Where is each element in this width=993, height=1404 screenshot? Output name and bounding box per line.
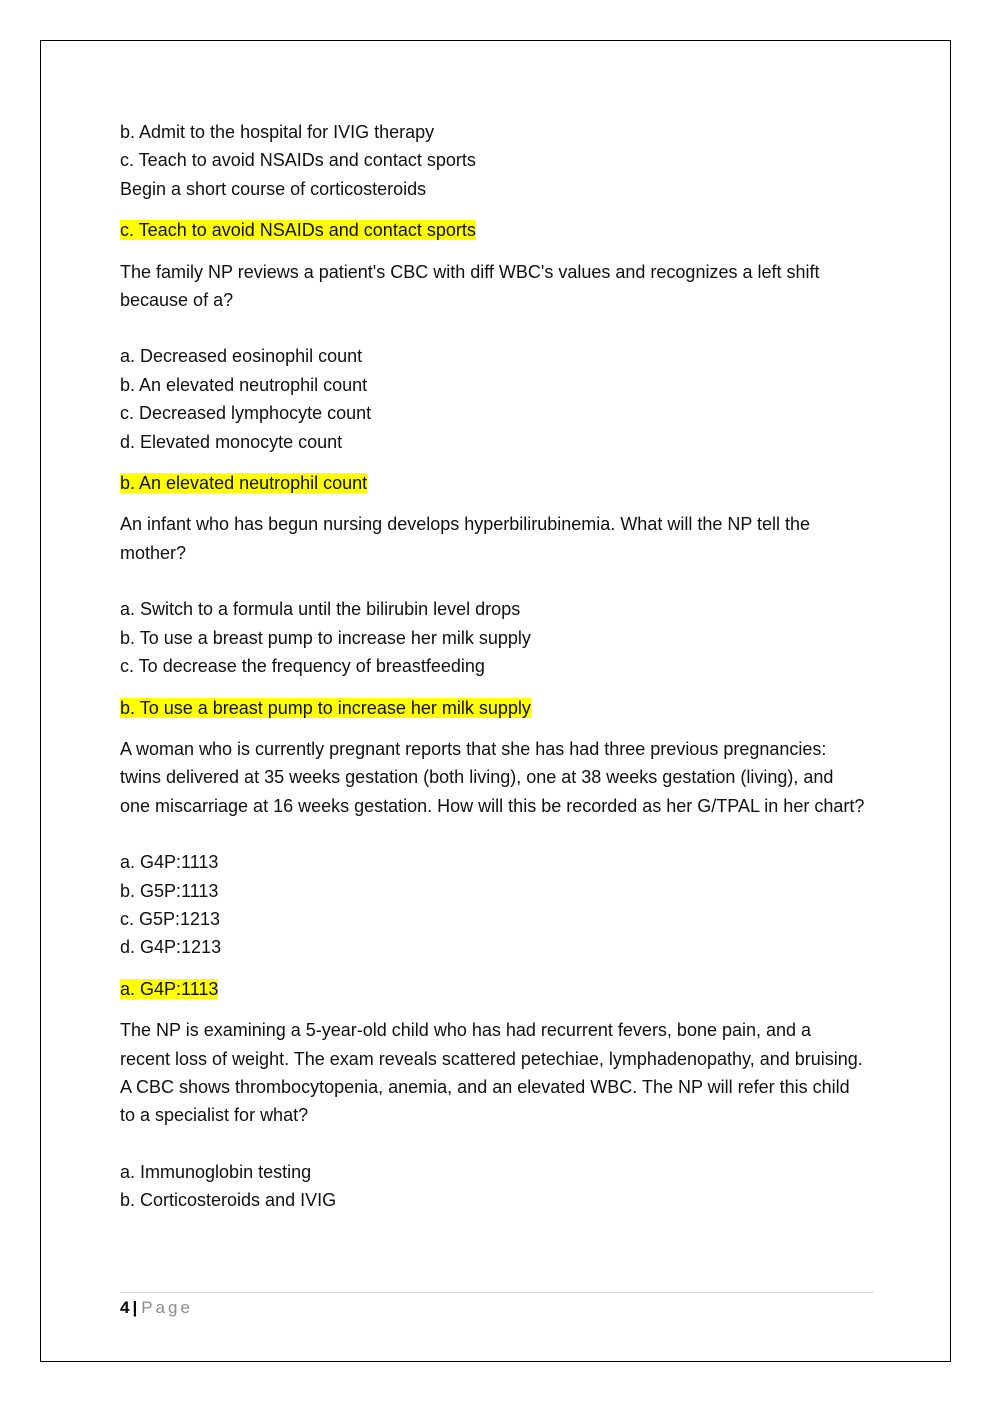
option-line: Begin a short course of corticosteroids [120, 178, 427, 199]
option-line: b. G5P:1113 [120, 880, 219, 901]
option-line: d. G4P:1213 [120, 937, 222, 958]
page-number: 4 [120, 1298, 130, 1317]
question-text: A woman who is currently pregnant reports that she has had three previous pregnancies: twins delivered at 35 weeks gestation (both living), one at 38 weeks gestation (living), and one miscarriage at 16 weeks gestation. How will this be recorded as her G/TPAL in her chart? [120, 738, 865, 816]
option-line: b. An elevated neutrophil count [120, 374, 368, 395]
option-line: a. G4P:1113 [120, 852, 219, 873]
spacer [120, 567, 865, 595]
spacer [120, 245, 865, 258]
option-line: c. To decrease the frequency of breastfeeding [120, 656, 485, 677]
page-footer [120, 1296, 193, 1320]
spacer [120, 314, 865, 342]
option-line: c. G5P:1213 [120, 908, 221, 929]
highlighted-answer: b. An elevated neutrophil count [120, 473, 368, 494]
page-label: Page [141, 1298, 193, 1317]
spacer [120, 681, 865, 694]
spacer [120, 497, 865, 510]
question-text: The NP is examining a 5-year-old child who has had recurrent fevers, bone pain, and a recent loss of weight. The exam reveals scattered petechiae, lymphadenopathy, and bruising. A CBC shows thrombocytopenia, anemia, and an elevated WBC. The NP will refer this child to a specialist for what? [120, 1020, 863, 1126]
spacer [120, 203, 865, 216]
spacer [120, 1130, 865, 1158]
answer-line [120, 469, 865, 497]
option-line: a. Decreased eosinophil count [120, 346, 363, 367]
option-line: a. Switch to a formula until the bilirubin level drops [120, 599, 521, 620]
highlighted-answer: c. Teach to avoid NSAIDs and contact sports [120, 220, 476, 241]
question-text: An infant who has begun nursing develops hyperbilirubinemia. What will the NP tell the mother? [120, 514, 811, 563]
option-line: b. Corticosteroids and IVIG [120, 1190, 337, 1211]
option-line: d. Elevated monocyte count [120, 431, 343, 452]
option-line: a. Immunoglobin testing [120, 1161, 312, 1182]
answer-line [120, 975, 865, 1003]
answer-line [120, 216, 865, 244]
highlighted-answer: b. To use a breast pump to increase her milk supply [120, 697, 531, 718]
option-line: b. To use a breast pump to increase her milk supply [120, 627, 531, 648]
option-line: c. Decreased lymphocyte count [120, 403, 372, 424]
spacer [120, 722, 865, 735]
document-body [120, 118, 865, 1215]
answer-line [120, 694, 865, 722]
spacer [120, 820, 865, 848]
footer-separator: | [132, 1298, 138, 1317]
spacer [120, 1003, 865, 1016]
question-text: The family NP reviews a patient's CBC with diff WBC's values and recognizes a left shift because of a? [120, 261, 820, 311]
option-line: c. Teach to avoid NSAIDs and contact sports [120, 150, 476, 171]
option-line: b. Admit to the hospital for IVIG therapy [120, 122, 435, 142]
spacer [120, 456, 865, 469]
spacer [120, 962, 865, 975]
highlighted-answer: a. G4P:1113 [120, 978, 219, 999]
footer-divider [120, 1292, 874, 1293]
